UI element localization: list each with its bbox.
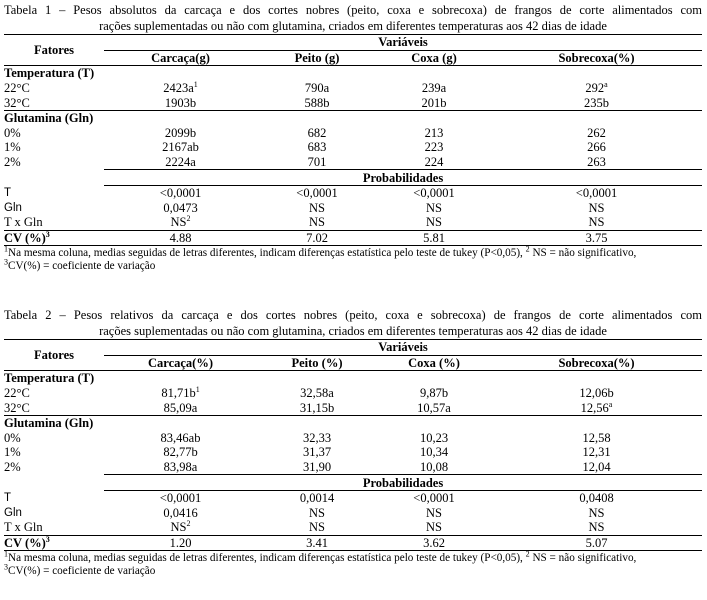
header-col-4: Sobrecoxa(%) xyxy=(558,355,635,370)
header-col-3: Coxa (g) xyxy=(411,50,457,65)
table-row: 0% 83,46ab 32,33 10,23 12,58 xyxy=(4,430,611,445)
header-col-4: Sobrecoxa(%) xyxy=(558,50,635,65)
caption-line-1: Tabela 2 – Pesos relativos da carcaça e dos cortes nobres (peito, coxa e sobrecoxa) de frangos de corte alimentados com xyxy=(4,308,702,322)
table-footnote: $^1$Na mesma coluna, medias seguidas de letras diferentes, indicam diferenças estatística pelo teste de tukey (P<0,05), $^2$ NS = não significativo, $^3$CV(%) = coeficiente de variação xyxy=(4,244,637,273)
table-row: 2% 83,98a 31,90 10,08 12,04 xyxy=(4,460,611,475)
header-variaveis: Variáveis xyxy=(104,340,702,356)
table-caption xyxy=(4,2,702,34)
table-row: Gln 0,0473 NS NS NS xyxy=(4,200,605,215)
table-row: 32°C 1903b 588b 201b 235b xyxy=(4,95,610,110)
caption-line-2: rações suplementadas ou não com glutamina, criados em diferentes temperaturas aos 42 dias de idade xyxy=(99,19,607,33)
header-col-3: Coxa (%) xyxy=(408,355,460,370)
table-row: T x Gln $NS^2$ NS NS NS xyxy=(4,519,605,535)
table-footnote: $^1$Na mesma coluna, medias seguidas de letras diferentes, indicam diferenças estatística pelo teste de tukey (P<0,05), $^2$ NS = não significativo, $^3$CV(%) = coeficiente de variação xyxy=(4,549,637,578)
caption-line-2: rações suplementadas ou não com glutamina, criados em diferentes temperaturas aos 42 dias de idade xyxy=(99,324,607,338)
table-row: T <0,0001 <0,0001 <0,0001 <0,0001 xyxy=(4,186,618,201)
header-col-1: Carcaça(g) xyxy=(151,50,210,65)
table-row: 2% 2224a 701 224 263 xyxy=(4,155,606,170)
table-row: 1% 82,77b 31,37 10,34 12,31 xyxy=(4,445,611,460)
table-row: T <0,0001 0,0014 <0,0001 0,0408 xyxy=(4,491,614,506)
section-glutamina: Glutamina (Gln) xyxy=(4,415,702,430)
table-row: 32°C 85,09a 31,15b 10,57a 12,56$^a$ xyxy=(4,399,613,415)
table-row: T x Gln $NS^2$ NS NS NS xyxy=(4,214,605,230)
table-row: 22°C $81,71b^1$ 32,58a 9,87b 12,06b xyxy=(4,384,614,401)
section-temperatura: Temperatura (T) xyxy=(4,66,95,81)
cv-row: CV (%)$^3$ 1.20 3.41 3.62 5.07 xyxy=(4,535,702,551)
table-caption xyxy=(4,307,702,339)
cv-row: CV (%)$^3$ 4.88 7.02 5.81 3.75 xyxy=(4,230,702,246)
header-col-2: Peito (%) xyxy=(291,355,343,370)
section-temperatura: Temperatura (T) xyxy=(4,371,95,386)
table-row: 0% 2099b 682 213 262 xyxy=(4,125,606,140)
caption-line-1: Tabela 1 – Pesos absolutos da carcaça e dos cortes nobres (peito, coxa e sobrecoxa) de frangos de corte alimentados com xyxy=(4,3,702,17)
section-glutamina: Glutamina (Gln) xyxy=(4,110,702,125)
header-col-2: Peito (g) xyxy=(294,50,340,65)
table-row: 1% 2167ab 683 223 266 xyxy=(4,140,606,155)
section-probabilidades: Probabilidades xyxy=(104,170,702,186)
header-col-1: Carcaça(%) xyxy=(147,355,214,370)
data-table xyxy=(4,339,702,551)
header-fatores: Fatores xyxy=(4,35,104,66)
section-probabilidades: Probabilidades xyxy=(104,475,702,491)
header-variaveis: Variáveis xyxy=(104,35,702,51)
table-1-block xyxy=(4,2,702,273)
header-fatores: Fatores xyxy=(4,340,104,371)
table-row: 22°C $2423a^1$ 790a 239a 292$^a$ xyxy=(4,79,608,96)
data-table xyxy=(4,34,702,246)
table-2-block xyxy=(4,307,702,578)
table-row: Gln 0,0416 NS NS NS xyxy=(4,505,605,520)
